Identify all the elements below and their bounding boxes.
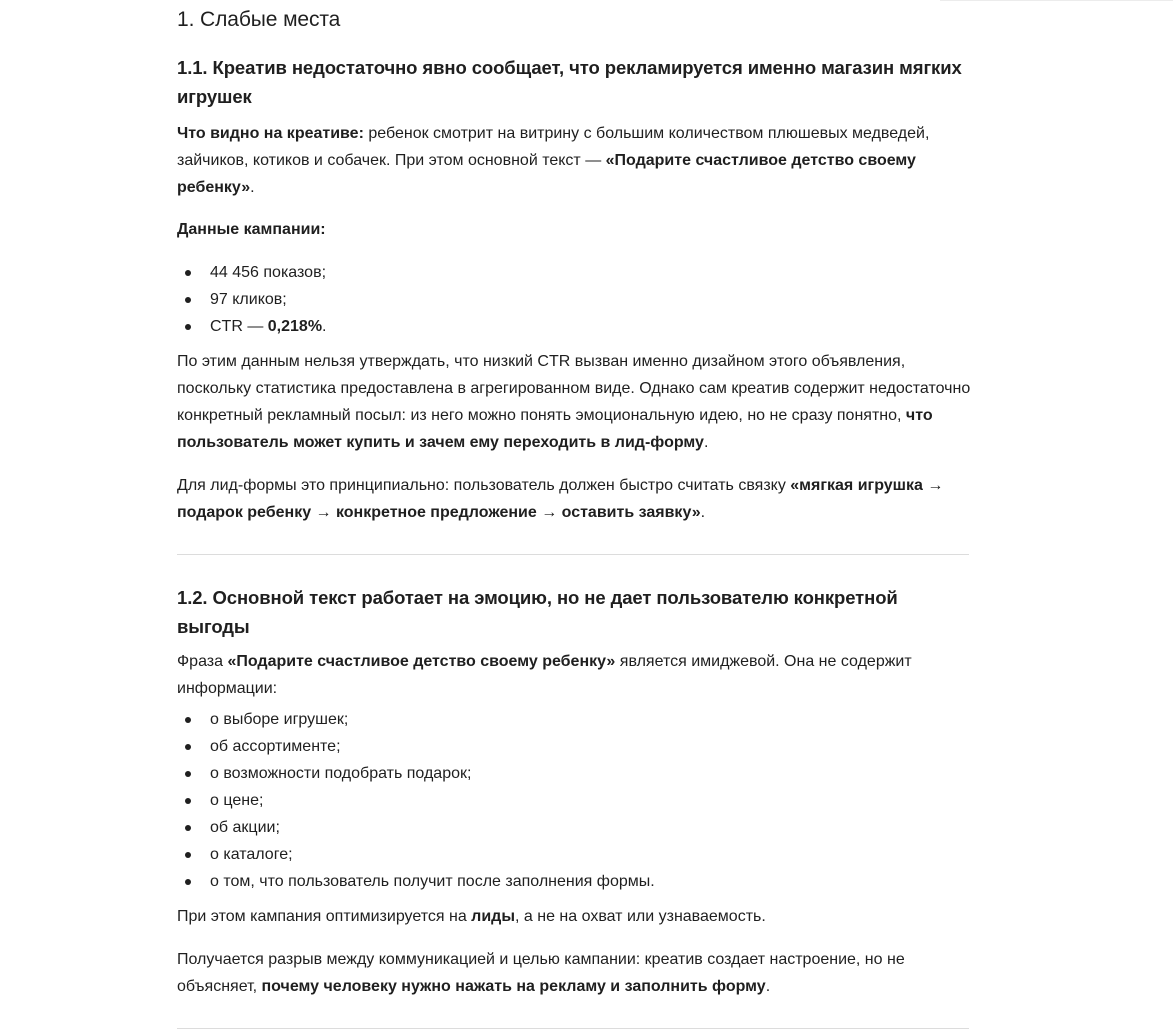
gap-bold: почему человеку нужно нажать на рекламу и заполнить форму bbox=[261, 978, 766, 995]
leadform-bold: «мягкая игрушка → подарок ребенку → конкретное предложение → оставить заявку» bbox=[177, 477, 944, 521]
list-item-text: о возможности подобрать подарок; bbox=[210, 765, 472, 782]
list-item bbox=[177, 733, 972, 760]
top-divider-line bbox=[940, 0, 1173, 1]
stat-ctr-suffix: . bbox=[322, 318, 327, 335]
analysis-end: . bbox=[703, 434, 709, 451]
creative-description bbox=[177, 120, 972, 201]
campaign-stats-list bbox=[177, 259, 972, 340]
list-item bbox=[177, 868, 972, 895]
phrase-quote: «Подарите счастливое детство своему ребенку» bbox=[227, 653, 616, 670]
optimization-text-b: , а не на охват или узнаваемость. bbox=[515, 908, 766, 925]
list-item-text: о каталоге; bbox=[210, 846, 293, 863]
campaign-data-label-text: Данные кампании: bbox=[177, 221, 326, 238]
list-item bbox=[177, 286, 972, 313]
stat-impressions: 44 456 показов; bbox=[210, 264, 327, 281]
creative-quote: «Подарите счастливое детство своему ребенку» bbox=[177, 152, 916, 196]
campaign-data-label bbox=[177, 216, 972, 243]
creative-label: Что видно на креативе: bbox=[177, 125, 364, 142]
phrase-paragraph bbox=[177, 648, 972, 702]
analysis-text: По этим данным нельзя утверждать, что низкий CTR вызван именно дизайном этого объявления, поскольку статистика предоставлена в агрегированном виде. Однако сам креатив содержит недостаточно конкретный рекламный посыл: из него можно понять эмоциональную идею, но не сразу понятно, bbox=[177, 353, 971, 424]
list-item-text: о том, что пользователь получит после заполнения формы. bbox=[210, 873, 655, 890]
stat-ctr-value: 0,218% bbox=[267, 318, 323, 335]
leadform-paragraph bbox=[177, 472, 972, 526]
stat-ctr-prefix: CTR — bbox=[210, 318, 268, 335]
section-heading: 1. Слабые места bbox=[177, 8, 341, 31]
gap-text-b: . bbox=[765, 978, 771, 995]
list-item-text: об ассортименте; bbox=[210, 738, 341, 755]
list-item bbox=[177, 841, 972, 868]
subsection-heading-1-1: 1.1. Креатив недостаточно явно сообщает, что рекламируется именно магазин мягких игрушек bbox=[177, 57, 962, 107]
stat-clicks: 97 кликов; bbox=[210, 291, 287, 308]
gap-paragraph bbox=[177, 946, 972, 1000]
analysis-paragraph bbox=[177, 348, 972, 456]
list-item bbox=[177, 259, 972, 286]
subsection-heading-1-2: 1.2. Основной текст работает на эмоцию, но не дает пользователю конкретной выгоды bbox=[177, 587, 898, 637]
list-item bbox=[177, 313, 972, 340]
phrase-text-b: является имиджевой. Она не содержит информации: bbox=[177, 653, 912, 697]
list-item bbox=[177, 706, 972, 733]
creative-end: . bbox=[250, 179, 255, 196]
optimization-paragraph bbox=[177, 903, 972, 930]
leadform-text: Для лид-формы это принципиально: пользователь должен быстро считать связку bbox=[177, 477, 791, 494]
document-body bbox=[177, 0, 972, 1029]
gap-text-a: Получается разрыв между коммуникацией и целью кампании: креатив создает настроение, но не объясняет, bbox=[177, 951, 905, 995]
optimization-text-a: При этом кампания оптимизируется на bbox=[177, 908, 472, 925]
section-divider bbox=[177, 554, 969, 555]
list-item-text: об акции; bbox=[210, 819, 280, 836]
phrase-text-a: Фраза bbox=[177, 653, 228, 670]
creative-text: ребенок смотрит на витрину с большим количеством плюшевых медведей, зайчиков, котиков и собачек. При этом основной текст — bbox=[177, 125, 930, 169]
analysis-bold: что пользователь может купить и зачем ему переходить в лид-форму bbox=[177, 407, 933, 451]
list-item bbox=[177, 787, 972, 814]
list-item-text: о цене; bbox=[210, 792, 264, 809]
leadform-end: . bbox=[700, 504, 706, 521]
list-item-text: о выборе игрушек; bbox=[210, 711, 349, 728]
optimization-bold: лиды bbox=[471, 908, 515, 925]
list-item bbox=[177, 814, 972, 841]
missing-info-list bbox=[177, 706, 972, 895]
list-item bbox=[177, 760, 972, 787]
